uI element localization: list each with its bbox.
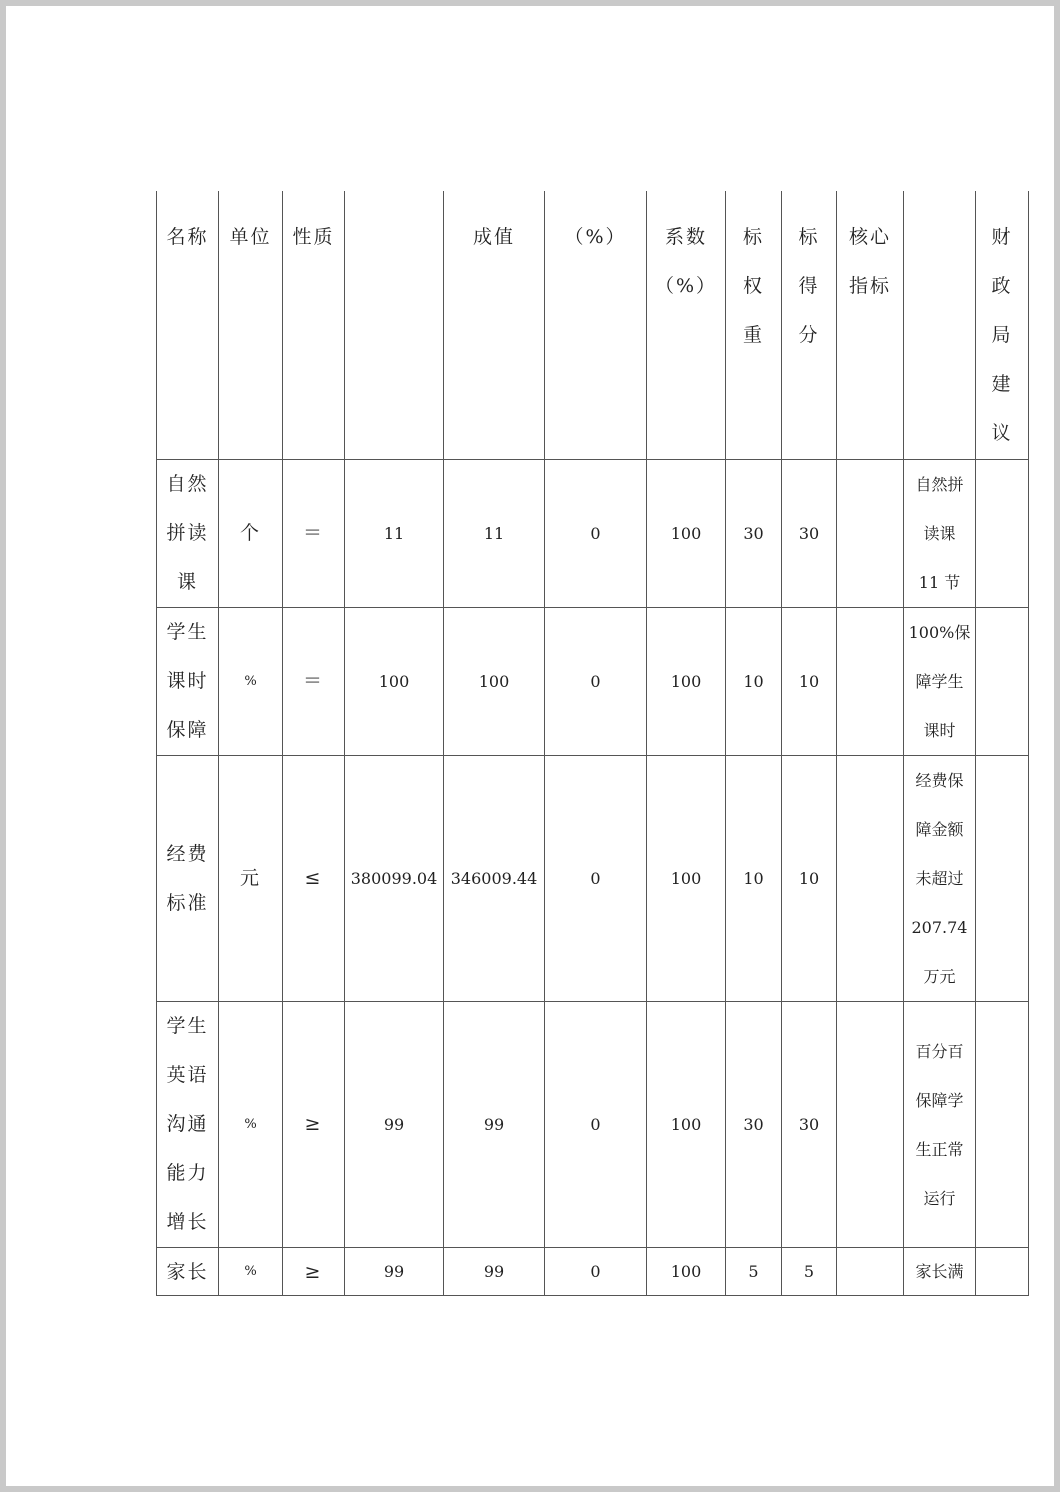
table-row [157,608,1029,756]
score-cell: 10 [782,756,837,1002]
header-deviation: （%） [545,191,647,460]
header-core-indicator: 核心 指标 [837,191,904,460]
core-cell [837,1002,904,1248]
coefficient-cell: 100 [647,756,726,1002]
table-row [157,460,1029,608]
core-cell [837,460,904,608]
nature-cell: ≥ [283,1002,345,1248]
core-cell [837,756,904,1002]
deviation-cell: 0 [545,756,647,1002]
note-cell: 100%保 障学生 课时 [904,608,976,756]
header-weight: 标 权 重 [726,191,782,460]
coefficient-cell: 100 [647,1002,726,1248]
weight-cell: 30 [726,460,782,608]
header-name: 名称 [157,191,219,460]
score-cell: 10 [782,608,837,756]
score-cell: 30 [782,460,837,608]
header-actual: 成值 [444,191,545,460]
performance-table [156,191,1029,1296]
note-cell: 自然拼 读课 11 节 [904,460,976,608]
actual-cell: 99 [444,1248,545,1296]
actual-cell: 100 [444,608,545,756]
header-row [157,191,1029,460]
target-cell: 380099.04 [345,756,444,1002]
target-cell: 99 [345,1248,444,1296]
document-page [6,6,1054,1486]
weight-cell: 10 [726,756,782,1002]
header-note [904,191,976,460]
indicator-name: 学生 英语 沟通 能力 增长 [157,1002,219,1248]
header-target [345,191,444,460]
actual-cell: 99 [444,1002,545,1248]
actual-cell: 11 [444,460,545,608]
suggestion-cell [976,460,1029,608]
header-nature: 性质 [283,191,345,460]
suggestion-cell [976,1248,1029,1296]
core-cell [837,1248,904,1296]
indicator-name: 家长 [157,1248,219,1296]
nature-cell: ≤ [283,756,345,1002]
unit-cell: % [219,608,283,756]
core-cell [837,608,904,756]
unit-cell: % [219,1002,283,1248]
target-cell: 99 [345,1002,444,1248]
nature-cell: ＝ [283,460,345,608]
coefficient-cell: 100 [647,460,726,608]
unit-cell: % [219,1248,283,1296]
header-coefficient: 系数 （%） [647,191,726,460]
deviation-cell: 0 [545,1248,647,1296]
coefficient-cell: 100 [647,1248,726,1296]
actual-cell: 346009.44 [444,756,545,1002]
suggestion-cell [976,1002,1029,1248]
indicator-name: 学生 课时 保障 [157,608,219,756]
suggestion-cell [976,756,1029,1002]
note-cell: 家长满 [904,1248,976,1296]
header-finance-suggestion: 财 政 局 建 议 [976,191,1029,460]
table-row [157,1002,1029,1248]
target-cell: 100 [345,608,444,756]
nature-cell: ＝ [283,608,345,756]
score-cell: 30 [782,1002,837,1248]
weight-cell: 5 [726,1248,782,1296]
weight-cell: 30 [726,1002,782,1248]
table-row [157,1248,1029,1296]
weight-cell: 10 [726,608,782,756]
score-cell: 5 [782,1248,837,1296]
unit-cell: 元 [219,756,283,1002]
header-unit: 单位 [219,191,283,460]
unit-cell: 个 [219,460,283,608]
suggestion-cell [976,608,1029,756]
header-score: 标 得 分 [782,191,837,460]
deviation-cell: 0 [545,608,647,756]
note-cell: 经费保 障金额 未超过 207.74 万元 [904,756,976,1002]
coefficient-cell: 100 [647,608,726,756]
table-row [157,756,1029,1002]
indicator-name: 自然 拼读 课 [157,460,219,608]
note-cell: 百分百 保障学 生正常 运行 [904,1002,976,1248]
deviation-cell: 0 [545,460,647,608]
indicator-name: 经费 标准 [157,756,219,1002]
nature-cell: ≥ [283,1248,345,1296]
deviation-cell: 0 [545,1002,647,1248]
target-cell: 11 [345,460,444,608]
